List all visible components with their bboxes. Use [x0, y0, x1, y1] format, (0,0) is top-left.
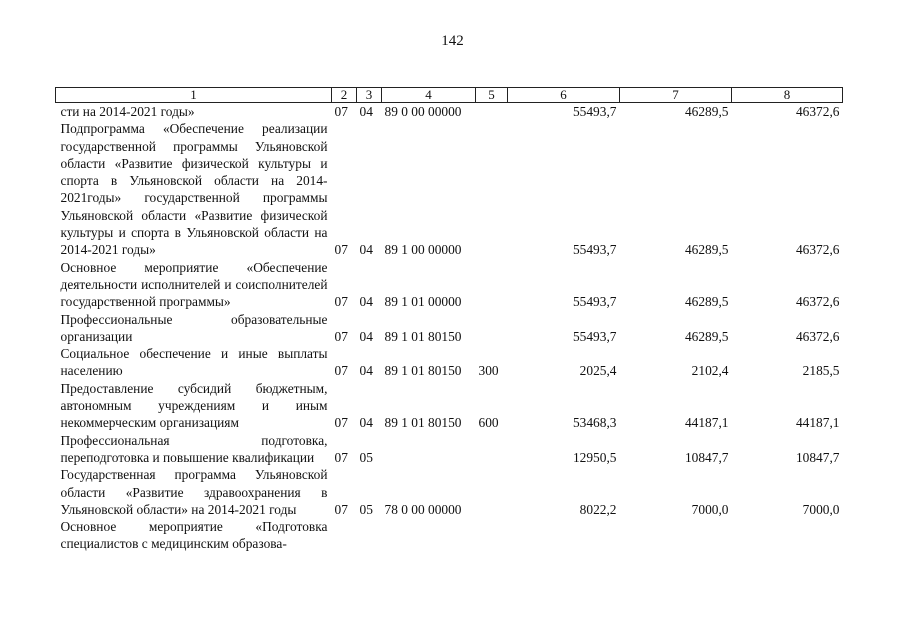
cell-col-6: 55493,7: [572, 242, 617, 258]
cell-col-5: [476, 466, 508, 518]
cell-col-8: 46372,6: [795, 104, 840, 119]
table-body: [56, 103, 843, 553]
table-row: [56, 103, 843, 121]
table-row: [56, 311, 843, 346]
cell-col-3: 05: [359, 501, 373, 517]
cell-col-4: 89 1 01 80150: [384, 415, 462, 431]
row-name-cell: Профессиональные образовательные организации: [60, 311, 328, 344]
cell-col-3: 04: [359, 415, 373, 431]
table-row: [56, 120, 843, 258]
cell-col-7: [620, 518, 732, 553]
cell-col-2: 07: [334, 104, 348, 119]
cell-col-7: 7000,0: [691, 501, 729, 517]
cell-col-8: 2185,5: [802, 363, 840, 379]
cell-col-8: 10847,7: [795, 449, 840, 465]
cell-col-4: 89 0 00 00000: [384, 104, 462, 119]
col-header-1: 1: [56, 88, 332, 103]
cell-col-5: 600: [478, 415, 499, 431]
cell-col-4: [382, 518, 476, 553]
cell-col-5: [476, 432, 508, 467]
row-name-cell: Основное мероприятие «Обеспечение деятельности исполнителей и соисполнителей государственной программы»: [60, 259, 328, 310]
cell-col-4: 89 1 01 00000: [384, 294, 462, 310]
row-name-cell: Профессиональная подготовка, переподготовка и повышение квалификации: [60, 432, 328, 465]
cell-col-8: [732, 518, 843, 553]
cell-col-7: 46289,5: [684, 242, 729, 258]
cell-col-6: 55493,7: [572, 104, 617, 119]
row-name-cell: сти на 2014-2021 годы»: [60, 104, 195, 119]
cell-col-4: 89 1 00 00000: [384, 242, 462, 258]
col-header-5: 5: [476, 88, 508, 103]
cell-col-5: [476, 311, 508, 346]
row-name-cell: Социальное обеспечение и иные выплаты населению: [60, 346, 328, 379]
cell-col-3: 04: [359, 104, 373, 119]
page-number: 142: [441, 33, 464, 49]
cell-col-3: 04: [359, 328, 373, 344]
cell-col-5: [476, 259, 508, 311]
cell-col-2: 07: [334, 328, 348, 344]
cell-col-8: 46372,6: [795, 328, 840, 344]
cell-col-4: [382, 432, 476, 467]
cell-col-3: 05: [359, 449, 373, 465]
table-row: [56, 345, 843, 380]
row-name-cell: Государственная программа Ульяновской области «Развитие здравоохранения в Ульяновской области» на 2014-2021 годы: [60, 467, 328, 517]
cell-col-7: 10847,7: [684, 449, 729, 465]
cell-col-6: 12950,5: [572, 449, 617, 465]
col-header-4: 4: [382, 88, 476, 103]
cell-col-3: 04: [359, 363, 373, 379]
cell-col-6: 55493,7: [572, 294, 617, 310]
cell-col-6: [508, 518, 620, 553]
cell-col-8: 46372,6: [795, 294, 840, 310]
cell-col-7: 46289,5: [684, 328, 729, 344]
col-header-7: 7: [620, 88, 732, 103]
cell-col-6: 8022,2: [579, 501, 617, 517]
cell-col-4: 89 1 01 80150: [384, 328, 462, 344]
cell-col-7: 44187,1: [684, 415, 729, 431]
cell-col-2: 07: [334, 363, 348, 379]
col-header-2: 2: [332, 88, 357, 103]
cell-col-6: 2025,4: [579, 363, 617, 379]
cell-col-5: [476, 120, 508, 258]
table-row: [56, 518, 843, 553]
cell-col-2: 07: [334, 449, 348, 465]
cell-col-3: 04: [359, 294, 373, 310]
cell-col-2: 07: [334, 415, 348, 431]
cell-col-6: 55493,7: [572, 328, 617, 344]
cell-col-5: [476, 103, 508, 121]
cell-col-2: 07: [334, 294, 348, 310]
col-header-8: 8: [732, 88, 843, 103]
col-header-3: 3: [357, 88, 382, 103]
cell-col-2: 07: [334, 501, 348, 517]
cell-col-3: 04: [359, 242, 373, 258]
table-row: [56, 466, 843, 518]
cell-col-5: 300: [478, 363, 499, 379]
cell-col-6: 53468,3: [572, 415, 617, 431]
col-header-6: 6: [508, 88, 620, 103]
cell-col-7: 46289,5: [684, 294, 729, 310]
cell-col-3: [357, 518, 382, 553]
table-row: [56, 380, 843, 432]
row-name-cell: Предоставление субсидий бюджетным, автономным учреждениям и иным некоммерческим организациям: [60, 380, 328, 431]
cell-col-8: 44187,1: [795, 415, 840, 431]
row-name-cell: Основное мероприятие «Подготовка специалистов с медицинским образова-: [60, 519, 328, 552]
cell-col-8: 7000,0: [802, 501, 840, 517]
cell-col-2: 07: [334, 242, 348, 258]
row-name-cell: Подпрограмма «Обеспечение реализации государственной программы Ульяновской области «Развитие физической культуры и спорта в Ульяновской области на 2014-2021годы» государственной программы Ульяновской области «Развитие физической культуры и спорта в Ульяновской области на 2014-2021 годы»: [60, 121, 328, 258]
cell-col-2: [332, 518, 357, 553]
cell-col-8: 46372,6: [795, 242, 840, 258]
table-row: [56, 259, 843, 311]
cell-col-7: 2102,4: [691, 363, 729, 379]
cell-col-5: [476, 518, 508, 553]
cell-col-4: 78 0 00 00000: [384, 501, 462, 517]
budget-table: [55, 87, 843, 553]
table-row: [56, 432, 843, 467]
cell-col-4: 89 1 01 80150: [384, 363, 462, 379]
cell-col-7: 46289,5: [684, 104, 729, 119]
header-row: [56, 88, 843, 103]
